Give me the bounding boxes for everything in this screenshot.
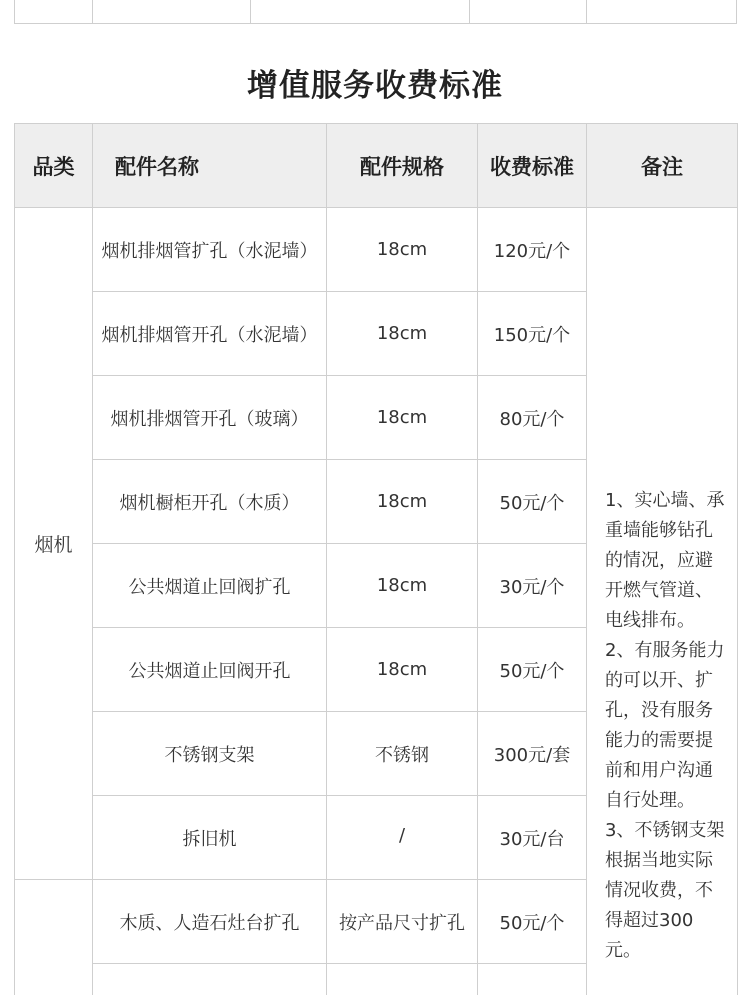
note-line: 自行处理。 (605, 790, 695, 811)
table-header-row (15, 124, 738, 208)
item-spec: 18cm (327, 628, 478, 712)
note-line: 重墙能够钻孔 (605, 520, 713, 541)
item-name: 公共烟道止回阀开孔 (93, 628, 327, 712)
note-line: 孔，没有服务 (605, 700, 713, 721)
note-line: 的情况，应避 (605, 550, 713, 571)
item-spec: 18cm (327, 292, 478, 376)
category-cell: 烟机 (15, 208, 93, 880)
item-price: 30元/台 (478, 796, 587, 880)
item-price: 120元/个 (478, 208, 587, 292)
note-line: 得超过300元。 (605, 910, 694, 961)
item-spec: 18cm (327, 460, 478, 544)
item-name: 烟机排烟管扩孔（水泥墙） (93, 208, 327, 292)
item-name: 烟机排烟管开孔（水泥墙） (93, 292, 327, 376)
item-name: 拆旧机 (93, 796, 327, 880)
note-line: 3、不锈钢支架 (605, 820, 725, 841)
item-spec (327, 964, 478, 995)
note-line: 前和用户沟通 (605, 760, 713, 781)
note-line: 电线排布。 (605, 610, 695, 631)
table-divider (92, 0, 93, 23)
item-price: 50元/个 (478, 460, 587, 544)
item-name: 公共烟道止回阀扩孔 (93, 544, 327, 628)
note-line: 情况收费，不 (605, 880, 713, 901)
item-price: 50元/个 (478, 880, 587, 964)
category-cell (15, 880, 93, 995)
item-spec: 18cm (327, 376, 478, 460)
header-note: 备注 (587, 124, 738, 208)
item-spec: 按产品尺寸扩孔 (327, 880, 478, 964)
table-row (15, 208, 738, 292)
item-price (478, 964, 587, 995)
item-price: 80元/个 (478, 376, 587, 460)
note-line: 2、有服务能力 (605, 640, 725, 661)
note-line: 根据当地实际 (605, 850, 713, 871)
note-line: 能力的需要提 (605, 730, 713, 751)
table-divider (586, 0, 587, 23)
table-divider (250, 0, 251, 23)
note-line: 的可以开、扩 (605, 670, 713, 691)
header-category: 品类 (15, 124, 93, 208)
item-spec: 不锈钢 (327, 712, 478, 796)
header-price: 收费标准 (478, 124, 587, 208)
previous-table-fragment (14, 0, 737, 24)
item-name (93, 964, 327, 995)
fee-table (14, 123, 738, 995)
item-spec: 18cm (327, 208, 478, 292)
item-price: 150元/个 (478, 292, 587, 376)
item-price: 50元/个 (478, 628, 587, 712)
item-spec: / (327, 796, 478, 880)
header-spec: 配件规格 (327, 124, 478, 208)
item-name: 烟机橱柜开孔（木质） (93, 460, 327, 544)
note-line: 开燃气管道、 (605, 580, 713, 601)
item-spec: 18cm (327, 544, 478, 628)
note-line: 1、实心墙、承 (605, 490, 725, 511)
header-name: 配件名称 (93, 124, 327, 208)
item-name: 不锈钢支架 (93, 712, 327, 796)
page-title: 增值服务收费标准 (247, 68, 503, 104)
item-name: 木质、人造石灶台扩孔 (93, 880, 327, 964)
note-cell (587, 208, 738, 995)
item-price: 30元/个 (478, 544, 587, 628)
item-name: 烟机排烟管开孔（玻璃） (93, 376, 327, 460)
item-price: 300元/套 (478, 712, 587, 796)
table-divider (469, 0, 470, 23)
